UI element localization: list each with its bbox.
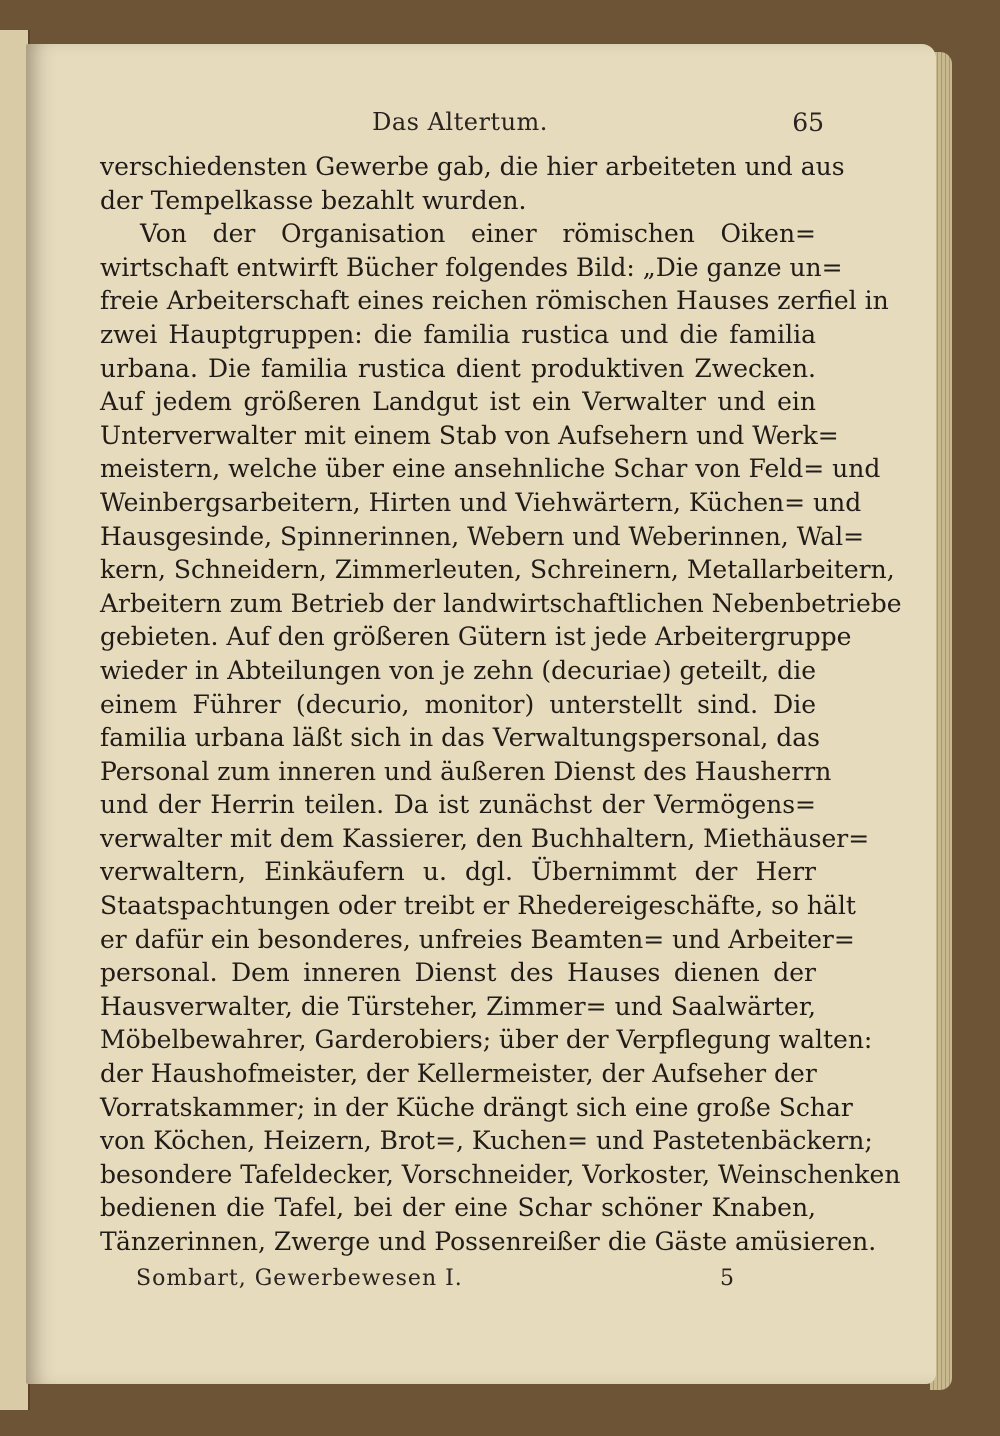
- page-footer: [136, 1266, 736, 1302]
- text-line: urbana. Die familia rustica dient produktiven Zwecken.: [100, 353, 816, 383]
- text-line: er dafür ein besonderes, unfreies Beamten= und Arbeiter=: [100, 924, 855, 954]
- text-line: kern, Schneidern, Zimmerleuten, Schreinern, Metallarbeitern,: [100, 555, 895, 585]
- text-line: verschiedensten Gewerbe gab, die hier arbeiteten und aus: [100, 152, 845, 181]
- text-line: besondere Tafeldecker, Vorschneider, Vorkoster, Weinschenken: [100, 1159, 901, 1189]
- text-line: einem Führer (decurio, monitor) unterstellt sind. Die: [100, 689, 816, 719]
- text-line: Staatspachtungen oder treibt er Rhedereigeschäfte, so hält: [100, 891, 856, 921]
- text-line: personal. Dem inneren Dienst des Hauses dienen der: [100, 958, 816, 988]
- text-line: der Haushofmeister, der Kellermeister, der Aufseher der: [100, 1059, 817, 1089]
- text-line: wieder in Abteilungen von je zehn (decuriae) geteilt, die: [100, 655, 816, 685]
- text-line: gebieten. Auf den größeren Gütern ist jede Arbeitergruppe: [100, 622, 852, 652]
- text-line: Tänzerinnen, Zwerge und Possenreißer die Gäste amüsieren.: [100, 1227, 877, 1256]
- signature-number: 5: [720, 1266, 734, 1291]
- page-header: [100, 108, 824, 148]
- text-line: Personal zum inneren und äußeren Dienst des Hausherrn: [100, 756, 832, 786]
- text-line: verwaltern, Einkäufern u. dgl. Übernimmt der Herr: [100, 857, 816, 887]
- text-line: verwalter mit dem Kassierer, den Buchhaltern, Miethäuser=: [100, 823, 870, 853]
- text-line: der Tempelkasse bezahlt wurden.: [100, 185, 527, 215]
- text-line: wirtschaft entwirft Bücher folgendes Bild: „Die ganze un=: [100, 252, 843, 282]
- text-line: und der Herrin teilen. Da ist zunächst der Vermögens=: [100, 790, 816, 820]
- text-line: Hausverwalter, die Türsteher, Zimmer= und Saalwärter,: [100, 991, 816, 1021]
- text-line: Arbeitern zum Betrieb der landwirtschaftlichen Nebenbetriebe: [100, 588, 902, 618]
- text-line: Weinbergsarbeitern, Hirten und Viehwärtern, Küchen= und: [100, 487, 862, 517]
- text-line: von Köchen, Heizern, Brot=, Kuchen= und Pastetenbäckern;: [100, 1126, 873, 1156]
- text-line: Unterverwalter mit einem Stab von Aufsehern und Werk=: [100, 420, 839, 450]
- running-title: Das Altertum.: [372, 108, 548, 136]
- printer-signature: Sombart, Gewerbewesen I.: [136, 1266, 463, 1291]
- page-number: 65: [792, 108, 824, 137]
- text-line: Vorratskammer; in der Küche drängt sich eine große Schar: [100, 1092, 853, 1122]
- text-line: bedienen die Tafel, bei der eine Schar schöner Knaben,: [100, 1193, 816, 1223]
- text-line: freie Arbeiterschaft eines reichen römischen Hauses zerfiel in: [100, 286, 889, 316]
- text-line: Hausgesinde, Spinnerinnen, Webern und Weberinnen, Wal=: [100, 521, 865, 551]
- text-line: familia urbana läßt sich in das Verwaltungspersonal, das: [100, 723, 820, 753]
- text-line: Von der Organisation einer römischen Oiken=: [140, 219, 816, 249]
- text-line: Möbelbewahrer, Garderobiers; über der Verpflegung walten:: [100, 1025, 873, 1055]
- text-line: meistern, welche über eine ansehnliche Schar von Feld= und: [100, 454, 881, 484]
- text-line: zwei Hauptgruppen: die familia rustica und die familia: [100, 319, 816, 349]
- body-text: [100, 150, 902, 1259]
- text-line: Auf jedem größeren Landgut ist ein Verwalter und ein: [100, 387, 816, 417]
